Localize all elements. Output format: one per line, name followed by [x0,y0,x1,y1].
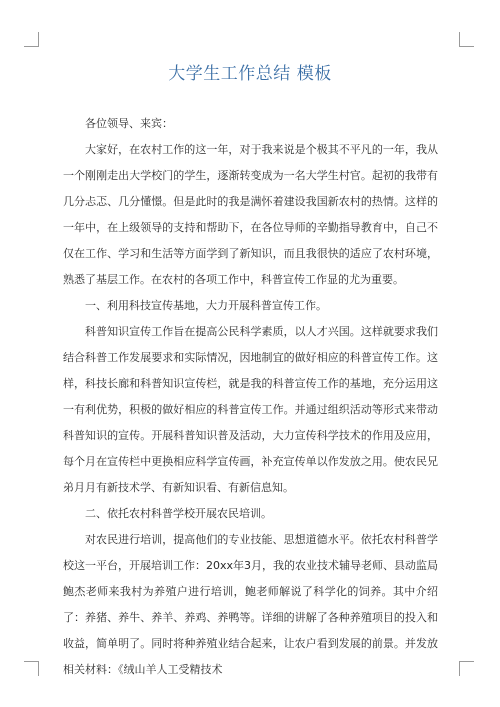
crop-mark-top-left [24,32,39,47]
intro-paragraph: 大家好，在农村工作的这一年，对于我来说是个极其不平凡的一年，我从一个刚刚走出大学校门的学生，逐渐转变成为一名大学生村官。起初的我带有几分忐忑、几分懂憬。但是此时的我是满怀着建设我国新农村的热情。这样的一年中，在上级领导的支持和帮助下，在各位导师的辛勤指导教育中，自己不仅在工作、学习和生活等方面学到了新知识，而且我很快的适应了农村环境，熟悉了基层工作。在农村的各项工作中，科普宣传工作显的尤为重要。 [63,143,438,286]
salutation-paragraph: 各位领导、来宾： [85,117,173,130]
section-2-paragraph: 对农民进行培训，提高他们的专业技能、思想道德水平。依托农村科普学校这一平台，开展培训工作：20xx年3月，我的农业技术辅导老师、县动监局鲍杰老师来我村为养殖户进行培训，鲍老师解说了科学化的饲养。其中介绍了：养猪、养牛、养羊、养鸡、养鸭等。详细的讲解了各种养殖项目的投入和收益，简单明了。同时将种养殖业结合起来，让农户看到发展的前景。并发放相关材料：《绒山羊人工受精技术 [63,533,439,676]
crop-mark-bottom-left [24,661,39,676]
section-heading-1: 一、利用科技宣传基地，大力开展科普宣传工作。 [85,299,327,312]
section-heading-2: 二、依托农村科普学校开展农民培训。 [85,507,272,520]
crop-mark-bottom-right [459,661,474,676]
section-1-paragraph: 科普知识宣传工作旨在提高公民科学素质，以人才兴国。这样就要求我们结合科普工作发展要求和实际情况，因地制宜的做好相应的科普宣传工作。这样，科技长廊和科普知识宣传栏，就是我的科普宣传工作的基地，充分运用这一有利优势，积极的做好相应的科普宣传工作。并通过组织活动等形式来带动科普知识的宣传。开展科普知识普及活动，大力宣传科学技术的作用及应用，每个月在宣传栏中更换相应科学宣传画，补充宣传单以作发放之用。使农民兄弟月月有新技术学、有新知识看、有新信息知。 [63,325,438,494]
document-body [63,111,438,683]
document-title: 大学生工作总结 模板 [168,64,332,84]
crop-mark-top-right [459,32,474,47]
